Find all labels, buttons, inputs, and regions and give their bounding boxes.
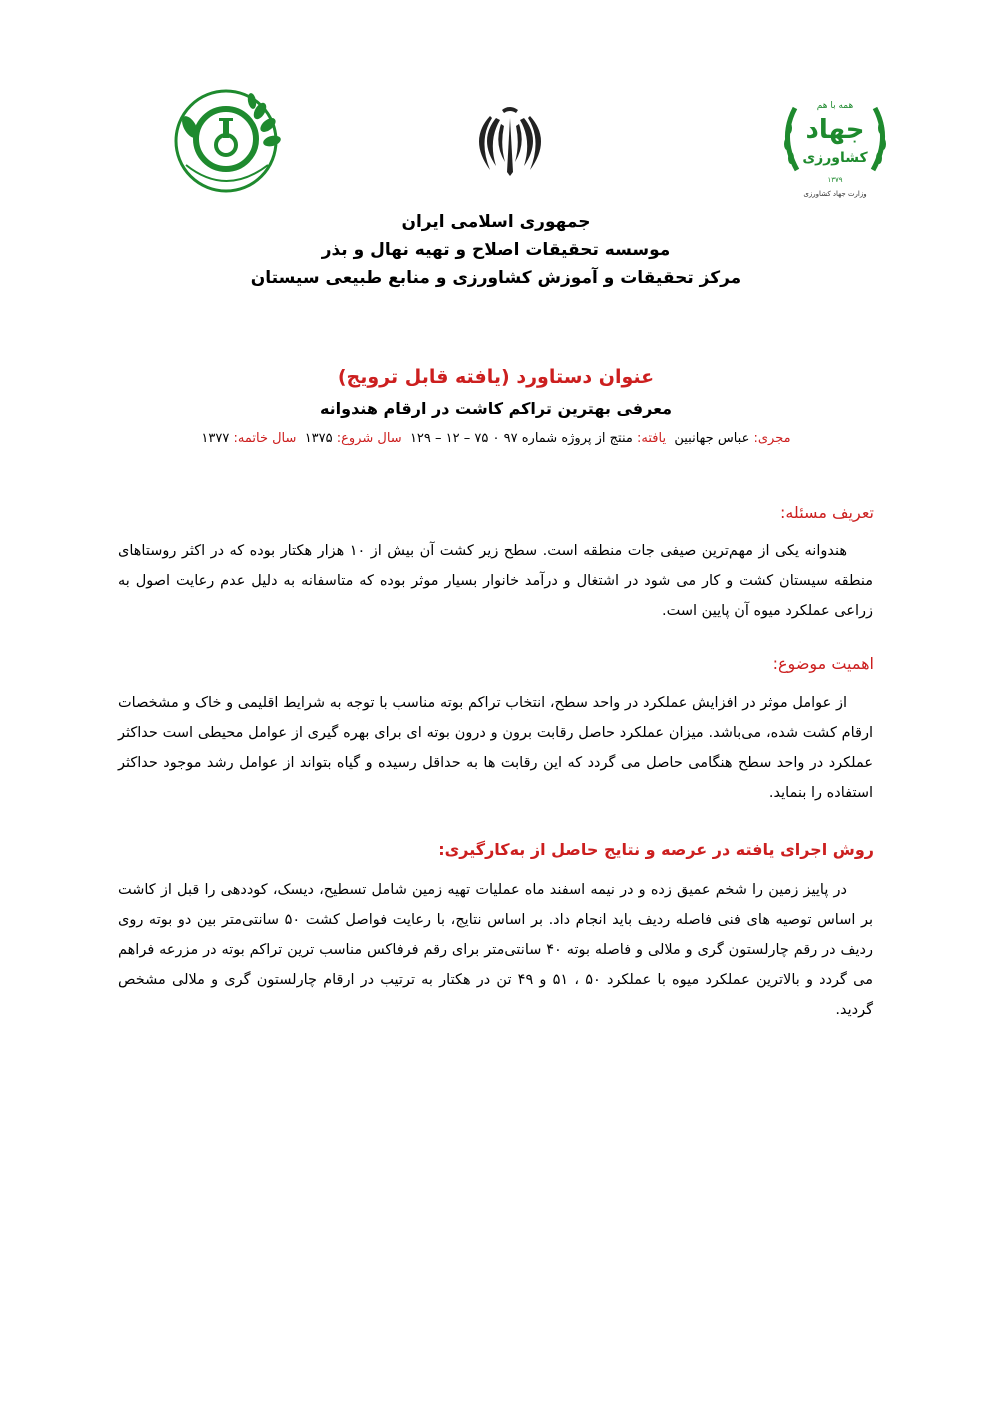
logo-text-year: ۱۳۷۹: [827, 176, 843, 184]
end-year-value: ۱۳۷۷: [201, 431, 230, 446]
executor-value: عباس جهانبین: [674, 431, 750, 446]
section-heading-importance: اهمیت موضوع:: [772, 654, 874, 673]
start-year-value: ۱۳۷۵: [304, 431, 333, 446]
document-header: [0, 208, 992, 292]
section-heading-problem: تعریف مسئله:: [779, 503, 874, 522]
start-year-label: سال شروع:: [336, 431, 402, 446]
section-body-importance: از عوامل موثر در افزایش عملکرد در واحد سطح، انتخاب تراکم بوته مناسب با توجه به شرایط اقلیمی و خاک و مشخصات ارقام کشت شده، می‌باشد. میزان عملکرد حاصل رقابت برون و درون بوته ای برای بهره گیری از عوامل محیطی است حداکثر عملکرد در واحد سطح هنگامی حاصل می گردد که این رقابت ها به حداقل رسیده و گیاه بتواند از عوامل رشد موجود حداکثر استفاده را بنماید.: [118, 695, 873, 801]
seed-plant-institute-logo: [168, 85, 290, 200]
achievement-title: عنوان دستاورد (یافته قابل ترویج): [337, 366, 655, 388]
section-body-method: در پاییز زمین را شخم عمیق زده و در نیمه اسفند ماه عملیات تهیه زمین شامل تسطیح، دیسک، کوددهی را قبل از کاشت بر اساس توصیه های فنی فاصله ردیف باید انجام داد. بر اساس نتایج، با رعایت فواصل کشت ۵۰ سانتی‌متر بین دو بوته روی ردیف در رقم چارلستون گری و ملالی و فاصله بوته ۴۰ سانتی‌متر برای رقم فرفاکس مناسب ترین تراکم بوته در مزرعه فراهم می گردد و بالاترین عملکرد میوه با عملکرد ۵۰ ، ۵۱ و ۴۹ تن در هکتار به ترتیب در ارقام چارلستون گری و ملالی مشخص گردید.: [118, 882, 873, 1018]
logo-text-top: همه با هم: [816, 101, 854, 111]
logo-text-sub: کشاورزی: [802, 150, 868, 166]
logo-text-bottom: وزارت جهاد کشاورزی: [803, 190, 867, 198]
jihad-agriculture-logo: [775, 78, 895, 203]
section-heading-method: روش اجرای یافته در عرصه و نتایج حاصل از به‌کارگیری:: [438, 840, 874, 859]
header-line-center: مرکز تحقیقات و آموزش کشاورزی و منابع طبیعی سیستان: [250, 268, 742, 288]
section-body-problem: هندوانه یکی از مهم‌ترین صیفی جات منطقه است. سطح زیر کشت آن بیش از ۱۰ هزار هکتار بوده که در اکثر روستاهای منطقه سیستان کشت و کار می شود در اشتغال و درآمد خانوار بسیار موثر بوده که متاسفانه به دلیل عدم رعایت اصول به زراعی عملکرد میوه آن پایین است.: [118, 543, 873, 619]
executor-label: مجری:: [753, 431, 791, 446]
header-line-country: جمهوری اسلامی ایران: [401, 212, 591, 232]
end-year-label: سال خاتمه:: [233, 431, 297, 446]
header-line-institute: موسسه تحقیقات اصلاح و تهیه نهال و بذر: [321, 240, 671, 260]
finding-label: یافته:: [637, 431, 667, 446]
achievement-subtitle: معرفی بهترین تراکم کاشت در ارقام هندوانه: [319, 399, 673, 418]
project-meta: [0, 428, 992, 450]
iran-emblem-logo: [470, 100, 550, 180]
logo-text-main: جهاد: [805, 115, 865, 145]
finding-value: منتج از پروژه شماره ۹۷ ۰ ۷۵ – ۱۲ – ۱۲۹: [409, 431, 633, 446]
